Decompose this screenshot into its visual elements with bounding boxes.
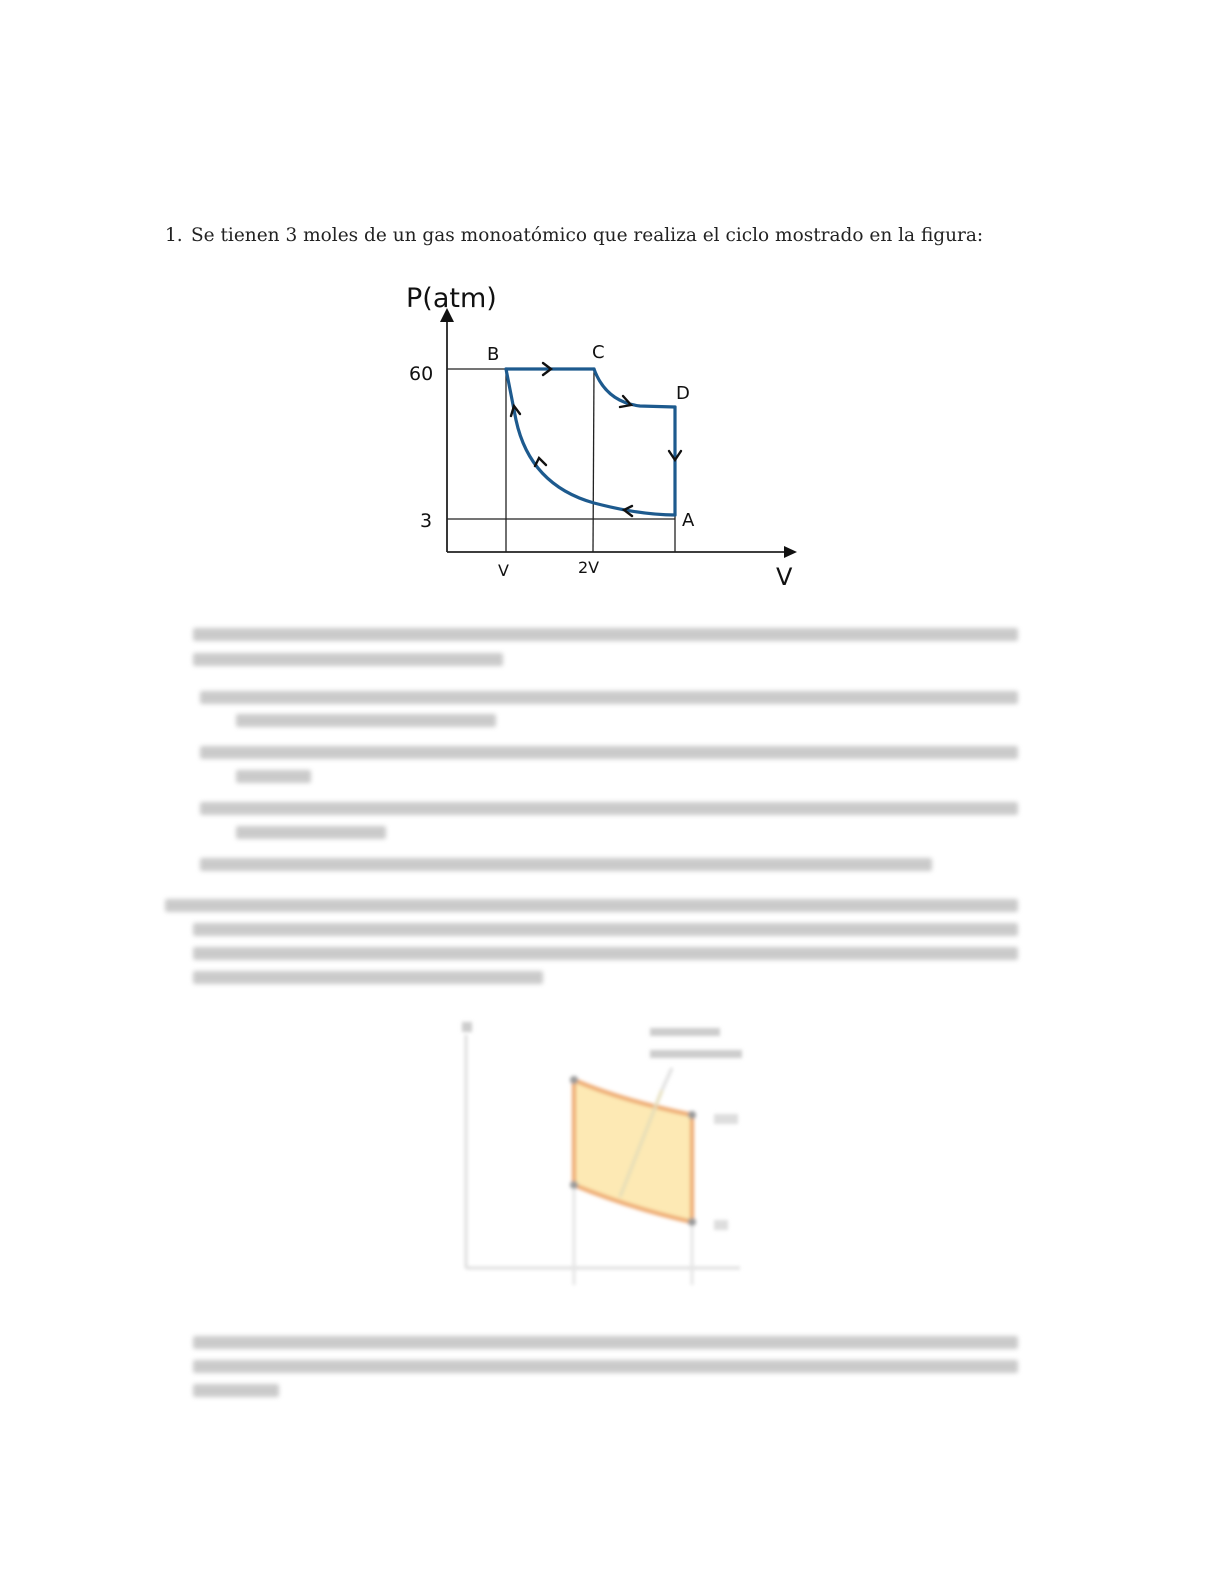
- problem-number: 1.: [165, 225, 183, 246]
- point-b-label: B: [487, 344, 500, 365]
- process-cd: [594, 369, 675, 407]
- cycle-path: [506, 369, 675, 515]
- problem-text: Se tienen 3 moles de un gas monoatómico que realiza el ciclo mostrado en la figura:: [191, 225, 984, 246]
- y-tick-3: 3: [420, 510, 433, 532]
- x-tick-2v: 2V: [578, 558, 600, 577]
- point-a-label: A: [682, 510, 695, 531]
- point-d-label: D: [676, 383, 690, 404]
- direction-arrows: [511, 363, 681, 516]
- arrow-up-icon: [535, 458, 546, 466]
- point-c-label: C: [592, 342, 605, 363]
- y-tick-60: 60: [409, 363, 434, 385]
- x-axis-label: V: [776, 563, 793, 591]
- x-axis-arrow-icon: [784, 546, 797, 558]
- process-ab: [506, 369, 675, 515]
- cycle-region: [574, 1080, 692, 1222]
- guide-2v: [593, 369, 594, 552]
- y-axis-label: P(atm): [406, 283, 497, 314]
- x-tick-v: V: [498, 561, 509, 580]
- stirling-diagram: [462, 1022, 742, 1285]
